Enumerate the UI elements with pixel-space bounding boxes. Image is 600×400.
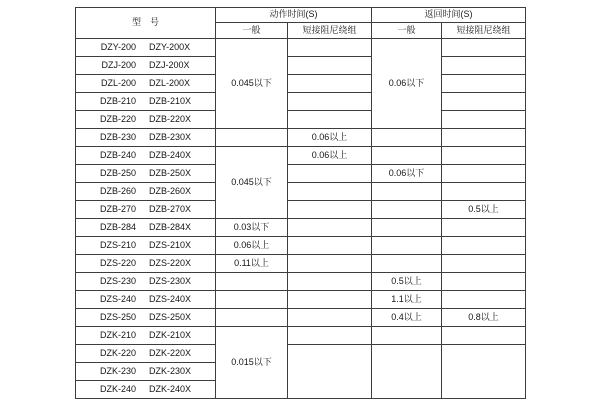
cell-return-general bbox=[372, 237, 442, 255]
model-cell bbox=[76, 75, 216, 93]
cell-return-damping bbox=[442, 219, 526, 237]
cell-action-damping bbox=[288, 219, 372, 237]
model-name-x: DZB-210X bbox=[148, 95, 192, 106]
model-name: DZB-240 bbox=[99, 149, 136, 160]
model-name: DZS-230 bbox=[99, 275, 136, 286]
model-name: DZB-220 bbox=[99, 113, 136, 124]
cell-action-damping: 0.06以上 bbox=[288, 129, 372, 147]
cell-action-damping: 0.06以上 bbox=[288, 147, 372, 165]
table-row bbox=[76, 255, 526, 273]
table-row bbox=[76, 273, 526, 291]
model-cell bbox=[76, 309, 216, 327]
cell-return-damping bbox=[442, 129, 526, 147]
cell-return-damping bbox=[442, 39, 526, 57]
cell-action-damping bbox=[288, 291, 372, 309]
cell-return-general: 1.1以上 bbox=[372, 291, 442, 309]
cell-action-general: 0.06以上 bbox=[216, 237, 288, 255]
table-row bbox=[76, 147, 526, 165]
model-cell bbox=[76, 183, 216, 201]
model-name: DZK-220 bbox=[99, 347, 136, 358]
table-row bbox=[76, 201, 526, 219]
cell-return-damping bbox=[442, 255, 526, 273]
model-name-x: DZK-220X bbox=[148, 347, 192, 358]
cell-action-general: 0.045以下 bbox=[216, 147, 288, 219]
model-name-x: DZB-284X bbox=[148, 221, 192, 232]
header-return-damping: 短接阻尼绕组 bbox=[442, 23, 526, 39]
model-cell bbox=[76, 57, 216, 75]
header-action-time: 动作时间(S) bbox=[216, 8, 372, 23]
header-return-general: 一般 bbox=[372, 23, 442, 39]
model-cell bbox=[76, 219, 216, 237]
model-cell bbox=[76, 291, 216, 309]
table-row bbox=[76, 111, 526, 129]
table-row bbox=[76, 57, 526, 75]
cell-return-damping bbox=[442, 111, 526, 129]
model-name-x: DZB-270X bbox=[148, 203, 192, 214]
model-name: DZB-210 bbox=[99, 95, 136, 106]
model-name-x: DZB-230X bbox=[148, 131, 192, 142]
cell-return-damping bbox=[442, 165, 526, 183]
table-row bbox=[76, 183, 526, 201]
table-row bbox=[76, 345, 526, 363]
model-name-x: DZJ-200X bbox=[149, 59, 190, 70]
cell-action-damping bbox=[288, 111, 372, 129]
cell-action-damping bbox=[288, 57, 372, 75]
cell-return-general: 0.5以上 bbox=[372, 273, 442, 291]
cell-action-damping bbox=[288, 39, 372, 57]
cell-return-general bbox=[372, 255, 442, 273]
cell-return-general: 0.06以下 bbox=[372, 39, 442, 129]
header-action-damping: 短接阻尼绕组 bbox=[288, 23, 372, 39]
model-name: DZL-200 bbox=[100, 77, 136, 88]
model-name: DZS-250 bbox=[99, 311, 136, 322]
model-name: DZY-200 bbox=[100, 41, 136, 52]
model-name-x: DZY-200X bbox=[148, 41, 191, 52]
model-name: DZS-210 bbox=[99, 239, 136, 250]
cell-action-damping bbox=[288, 237, 372, 255]
model-cell bbox=[76, 363, 216, 381]
table-row bbox=[76, 93, 526, 111]
table-row bbox=[76, 291, 526, 309]
cell-action-damping bbox=[288, 345, 372, 399]
cell-action-damping bbox=[288, 183, 372, 201]
model-name-x: DZS-250X bbox=[148, 311, 192, 322]
model-name-x: DZK-240X bbox=[148, 383, 192, 394]
cell-return-general: 0.06以下 bbox=[372, 165, 442, 183]
cell-return-damping bbox=[442, 147, 526, 165]
model-name: DZB-284 bbox=[99, 221, 136, 232]
cell-action-damping bbox=[288, 255, 372, 273]
table-row bbox=[76, 237, 526, 255]
model-cell bbox=[76, 273, 216, 291]
model-name-x: DZK-230X bbox=[148, 365, 192, 376]
cell-return-damping bbox=[442, 57, 526, 75]
model-name: DZK-240 bbox=[99, 383, 136, 394]
model-name: DZB-270 bbox=[99, 203, 136, 214]
cell-return-damping: 0.8以上 bbox=[442, 309, 526, 327]
model-name: DZS-240 bbox=[99, 293, 136, 304]
cell-return-damping bbox=[442, 291, 526, 309]
table-row bbox=[76, 129, 526, 147]
model-name: DZB-260 bbox=[99, 185, 136, 196]
cell-action-general: 0.015以下 bbox=[216, 327, 288, 399]
table-row bbox=[76, 165, 526, 183]
model-cell bbox=[76, 129, 216, 147]
model-cell bbox=[76, 237, 216, 255]
table-row bbox=[76, 309, 526, 327]
cell-return-damping bbox=[442, 75, 526, 93]
model-cell bbox=[76, 111, 216, 129]
cell-action-general bbox=[216, 291, 288, 309]
model-name: DZJ-200 bbox=[101, 59, 136, 70]
model-name-x: DZB-220X bbox=[148, 113, 192, 124]
cell-action-damping bbox=[288, 75, 372, 93]
cell-return-general bbox=[372, 345, 442, 399]
cell-return-damping bbox=[442, 345, 526, 399]
cell-return-damping bbox=[442, 183, 526, 201]
cell-return-general: 0.4以上 bbox=[372, 309, 442, 327]
model-cell bbox=[76, 165, 216, 183]
model-cell bbox=[76, 327, 216, 345]
header-model: 型 号 bbox=[76, 8, 216, 39]
cell-return-general bbox=[372, 201, 442, 219]
cell-return-damping: 0.5以上 bbox=[442, 201, 526, 219]
cell-action-damping bbox=[288, 165, 372, 183]
model-cell bbox=[76, 255, 216, 273]
cell-action-damping bbox=[288, 327, 372, 345]
model-name-x: DZB-250X bbox=[148, 167, 192, 178]
model-name-x: DZS-220X bbox=[148, 257, 192, 268]
header-return-time: 返回时间(S) bbox=[372, 8, 526, 23]
cell-return-general bbox=[372, 183, 442, 201]
cell-return-damping bbox=[442, 93, 526, 111]
cell-action-general: 0.11以上 bbox=[216, 255, 288, 273]
model-name: DZK-230 bbox=[99, 365, 136, 376]
cell-action-general bbox=[216, 129, 288, 147]
model-cell bbox=[76, 201, 216, 219]
cell-action-general: 0.03以下 bbox=[216, 219, 288, 237]
header-action-general: 一般 bbox=[216, 23, 288, 39]
model-name-x: DZK-210X bbox=[148, 329, 192, 340]
model-name: DZB-250 bbox=[99, 167, 136, 178]
cell-action-general: 0.045以下 bbox=[216, 39, 288, 129]
cell-return-general bbox=[372, 147, 442, 165]
cell-return-general bbox=[372, 327, 442, 345]
table-row bbox=[76, 75, 526, 93]
model-cell bbox=[76, 39, 216, 57]
table-row bbox=[76, 219, 526, 237]
cell-return-general bbox=[372, 129, 442, 147]
cell-action-damping bbox=[288, 201, 372, 219]
cell-return-damping bbox=[442, 327, 526, 345]
model-cell bbox=[76, 147, 216, 165]
model-name: DZB-230 bbox=[99, 131, 136, 142]
table-row bbox=[76, 39, 526, 57]
cell-action-damping bbox=[288, 93, 372, 111]
cell-action-general bbox=[216, 273, 288, 291]
relay-time-spec-table bbox=[75, 7, 526, 399]
model-cell bbox=[76, 381, 216, 399]
model-cell bbox=[76, 93, 216, 111]
model-name-x: DZS-230X bbox=[148, 275, 192, 286]
table-row bbox=[76, 327, 526, 345]
model-name: DZS-220 bbox=[99, 257, 136, 268]
cell-action-damping bbox=[288, 273, 372, 291]
model-cell bbox=[76, 345, 216, 363]
model-name-x: DZB-260X bbox=[148, 185, 192, 196]
cell-return-damping bbox=[442, 237, 526, 255]
model-name-x: DZS-240X bbox=[148, 293, 192, 304]
model-name: DZK-210 bbox=[99, 329, 136, 340]
model-name-x: DZL-200X bbox=[148, 77, 191, 88]
model-name-x: DZS-210X bbox=[148, 239, 192, 250]
cell-action-general bbox=[216, 309, 288, 327]
cell-action-damping bbox=[288, 309, 372, 327]
cell-return-damping bbox=[442, 273, 526, 291]
model-name-x: DZB-240X bbox=[148, 149, 192, 160]
cell-return-general bbox=[372, 219, 442, 237]
